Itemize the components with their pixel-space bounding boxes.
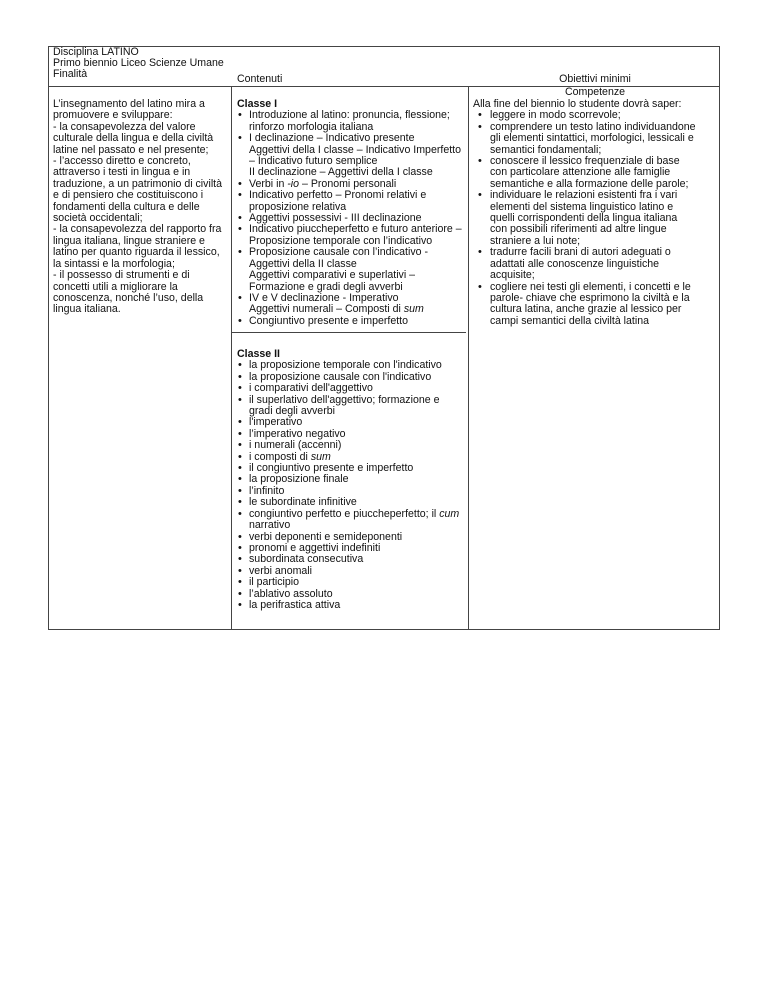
finalita-line: lingua italiana, lingue straniere e	[53, 234, 205, 247]
finalita-line: fondamenti della cultura e delle	[53, 200, 200, 213]
list-item: • l'imperativo	[237, 417, 459, 428]
finalita-line: L’insegnamento del latino mira a	[53, 98, 205, 110]
list-item: • la proposizione temporale con l'indicativo	[237, 360, 459, 371]
finalita-line: - la consapevolezza del rapporto fra	[53, 223, 222, 236]
finalita-line: promuovere e sviluppare:	[53, 109, 173, 122]
list-item: • l’infinito	[237, 486, 459, 497]
finalita-line: attraverso i testi in lingua e in	[53, 166, 191, 179]
obiettivi-list	[473, 110, 696, 327]
list-item: • verbi deponenti e semideponenti	[237, 532, 459, 543]
finalita-line: conoscenza, nonché l’uso, della	[53, 291, 204, 304]
list-item: • cogliere nei testi gli elementi, i concetti e le parole- chiave che esprimono la civiltà e la cultura latina, anche grazie al lessico per campi semantici della civiltà latina	[473, 282, 696, 328]
finalita-line: - il possesso di strumenti e di	[53, 269, 190, 282]
classe1-list	[237, 110, 462, 327]
finalita-line: la sintassi e la morfologia;	[53, 257, 175, 270]
column-divider-1	[231, 86, 232, 629]
finalita-line: culturale della lingua e della civiltà	[53, 132, 214, 145]
column-divider-2	[468, 86, 469, 629]
list-item: • Proposizione causale con l’indicativo - Aggettivi della II classe Aggettivi comparativi e superlativi – Formazione e gradi degli avverbi	[237, 247, 462, 293]
contenuti-heading: Contenuti	[237, 73, 283, 85]
finalita-line: - la consapevolezza del valore	[53, 120, 196, 133]
list-item: • Indicativo perfetto – Pronomi relativi e proposizione relativa	[237, 190, 462, 213]
list-item: • congiuntivo perfetto e piuccheperfetto; il cum narrativo	[237, 509, 459, 532]
list-item: • il congiuntivo presente e imperfetto	[237, 463, 459, 474]
classe2-block	[237, 349, 459, 611]
course-label: Primo biennio Liceo Scienze Umane	[53, 57, 224, 69]
obiettivi-heading: Obiettivi minimi	[559, 73, 631, 85]
finalita-text	[53, 99, 222, 316]
list-item: • I declinazione – Indicativo presente Aggettivi della I classe – Indicativo Imperfetto – Indicativo futuro semplice II declinazione – Aggettivi della I classe	[237, 133, 462, 179]
list-item: • comprendere un testo latino individuandone gli elementi sintattici, morfologici, lessicali e semantici fondamentali;	[473, 122, 696, 156]
list-item: • subordinata consecutiva	[237, 554, 459, 565]
list-item: • verbi anomali	[237, 566, 459, 577]
list-item: • Aggettivi possessivi - III declinazione	[237, 213, 462, 224]
finalita-line: latine nel passato e nel presente;	[53, 143, 209, 156]
classe1-block	[237, 99, 462, 327]
list-item: • tradurre facili brani di autori adeguati o adattati alle conoscenze linguistiche acquisite;	[473, 247, 696, 281]
list-item: • le subordinate infinitive	[237, 497, 459, 508]
finalita-line: - l’accesso diretto e concreto,	[53, 155, 191, 168]
list-item: • pronomi e aggettivi indefiniti	[237, 543, 459, 554]
list-item: • l’imperativo negativo	[237, 429, 459, 440]
finalita-line: latino per quanto riguarda il lessico,	[53, 246, 220, 259]
list-item: • il superlativo dell'aggettivo; formazione e gradi degli avverbi	[237, 395, 459, 418]
classe-divider	[232, 332, 466, 333]
obiettivi-block	[473, 99, 696, 327]
list-item: • i comparativi dell'aggettivo	[237, 383, 459, 394]
list-item: • la proposizione causale con l'indicativo	[237, 372, 459, 383]
competenze-heading: Competenze	[564, 86, 626, 98]
list-item: • Verbi in -io – Pronomi personali	[237, 179, 462, 190]
finalita-line: traduzione, a un patrimonio di civiltà	[53, 177, 223, 190]
list-item: • leggere in modo scorrevole;	[473, 110, 696, 121]
classe2-list	[237, 360, 459, 611]
classe2-title: Classe II	[237, 348, 280, 360]
finalita-line: società occidentali;	[53, 212, 143, 225]
discipline-label: Disciplina LATINO	[53, 46, 139, 58]
list-item: • Indicativo piuccheperfetto e futuro anteriore – Proposizione temporale con l’indicativo	[237, 224, 462, 247]
list-item: • l’ablativo assoluto	[237, 589, 459, 600]
list-item: • IV e V declinazione - Imperativo Aggettivi numerali – Composti di sum	[237, 293, 462, 316]
finalita-line: lingua italiana.	[53, 303, 121, 316]
finalita-heading: Finalità	[53, 68, 88, 80]
list-item: • i composti di sum	[237, 452, 459, 463]
list-item: • conoscere il lessico frequenziale di base con particolare attenzione alle famiglie semantiche e alla formazione delle parole;	[473, 156, 696, 190]
list-item: • Introduzione al latino: pronuncia, flessione; rinforzo morfologia italiana	[237, 110, 462, 133]
classe1-title: Classe I	[237, 98, 278, 110]
list-item: • la proposizione finale	[237, 474, 459, 485]
list-item: • i numerali (accenni)	[237, 440, 459, 451]
finalita-line: concetti utili a migliorare la	[53, 280, 178, 293]
list-item: • il participio	[237, 577, 459, 588]
list-item: • Congiuntivo presente e imperfetto	[237, 316, 462, 327]
curriculum-table	[48, 46, 720, 630]
list-item: • individuare le relazioni esistenti fra i vari elementi del sistema linguistico latino e quelli corrispondenti della lingua italiana con possibili riferimenti ad altre lingue straniere a lui note;	[473, 190, 696, 247]
finalita-line: e di pensiero che costituiscono i	[53, 189, 204, 202]
obiettivi-intro: Alla fine del biennio lo studente dovrà saper:	[473, 98, 682, 110]
list-item: • la perifrastica attiva	[237, 600, 459, 611]
